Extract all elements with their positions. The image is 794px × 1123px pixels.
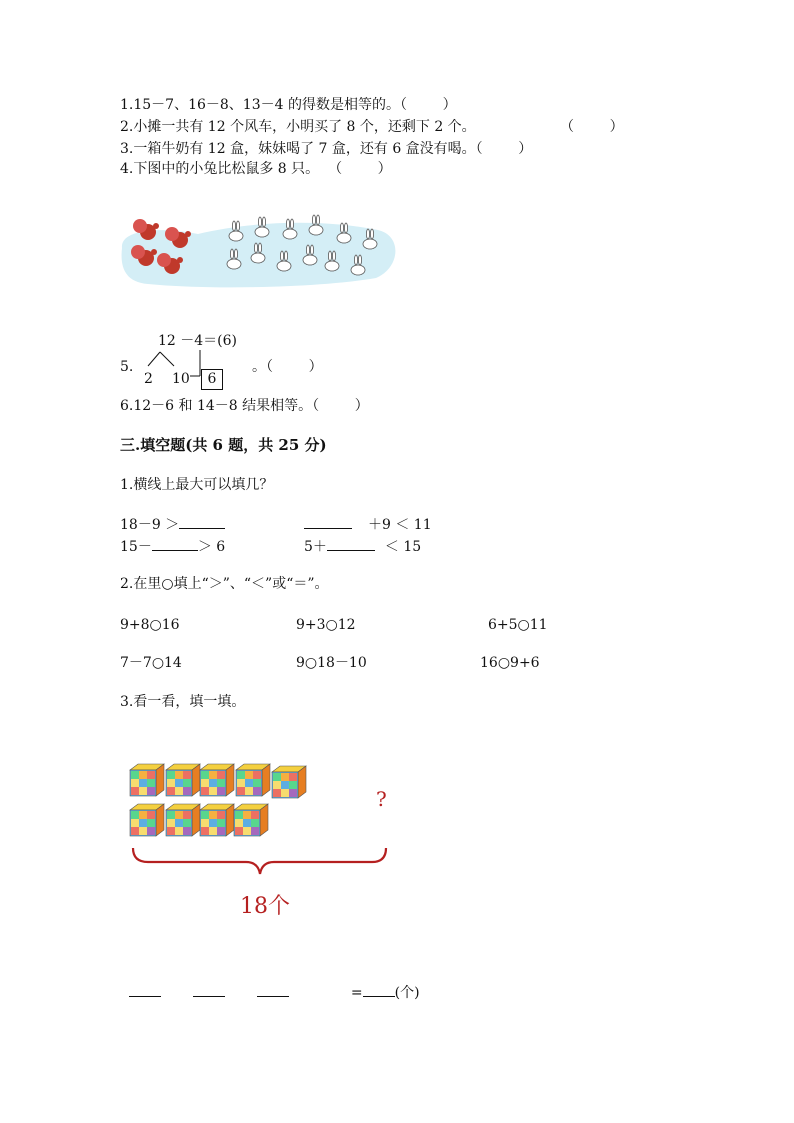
answer-blank[interactable] — [327, 536, 375, 551]
compare-item: 6+5○11 — [488, 617, 548, 633]
judge-q3: 3.一箱牛奶有 12 盒，妹妹喝了 7 盒，还有 6 盒没有喝。（ ） — [120, 141, 533, 157]
compare-item: 16○9+6 — [480, 655, 540, 671]
judge-q5-mid: 10 — [172, 371, 190, 387]
judge-q2-paren: （ ） — [560, 119, 624, 135]
compare-item: 9+3○12 — [296, 617, 356, 633]
fill-q1-c-tail: ＞ 6 — [197, 539, 226, 555]
cube-icon — [130, 764, 306, 836]
squirrels-rabbits-figure — [118, 208, 398, 288]
answer-blank[interactable] — [152, 536, 198, 551]
judge-q5-equation: 12 －4＝(6) — [158, 333, 238, 349]
judge-q5-left: 2 — [144, 371, 153, 387]
judge-q1: 1.15－7、16－8、13－4 的得数是相等的。（ ） — [120, 97, 457, 113]
fill-q1-b — [304, 514, 432, 534]
section-title: 三.填空题(共 6 题，共 25 分) — [120, 436, 327, 454]
question-mark: ? — [376, 787, 387, 811]
answer-blank[interactable] — [179, 514, 225, 529]
fill-q1-d-text: 5＋ — [304, 539, 327, 555]
fill-q3: 3.看一看，填一填。 — [120, 694, 246, 710]
rubiks-cubes-figure — [128, 760, 398, 910]
answer-blank[interactable] — [193, 982, 225, 997]
judge-q6: 6.12－6 和 14－8 结果相等。（ ） — [120, 398, 369, 414]
compare-item: 9○18－10 — [296, 655, 367, 671]
fill-q1: 1.横线上最大可以填几？ — [120, 477, 274, 493]
judge-q2: 2.小摊一共有 12 个风车，小明买了 8 个，还剩下 2 个。 — [120, 119, 476, 135]
fill-q2: 2.在里○填上“＞”、“＜”或“＝”。 — [120, 576, 329, 592]
fill-q1-c — [120, 536, 225, 556]
equals-sign: = — [350, 985, 363, 1001]
compare-item: 7－7○14 — [120, 655, 182, 671]
brace — [133, 848, 386, 874]
fill-q1-d-tail: ＜ 15 — [384, 539, 422, 555]
fill-q1-a-text: 18－9 ＞ — [120, 517, 180, 533]
answer-line — [120, 964, 420, 1002]
fill-q1-c-text: 15－ — [120, 539, 152, 555]
compare-item: 9+8○16 — [120, 617, 180, 633]
total-label: 18个 — [240, 894, 290, 919]
fill-q1-a — [120, 514, 225, 534]
fill-q1-b-text: ＋9 ＜ 11 — [368, 517, 432, 533]
judge-q5-number: 5. — [120, 359, 134, 375]
answer-blank[interactable] — [304, 514, 352, 529]
judge-q5-tail: 。（ ） — [252, 359, 323, 375]
fill-q1-d — [304, 536, 421, 556]
answer-blank[interactable] — [257, 982, 289, 997]
answer-blank[interactable] — [363, 982, 395, 997]
unit-label: (个) — [394, 985, 420, 1001]
answer-blank[interactable] — [129, 982, 161, 997]
judge-q4: 4.下图中的小兔比松鼠多 8 只。 （ ） — [120, 161, 392, 177]
judge-q5-box: 6 — [201, 369, 223, 390]
